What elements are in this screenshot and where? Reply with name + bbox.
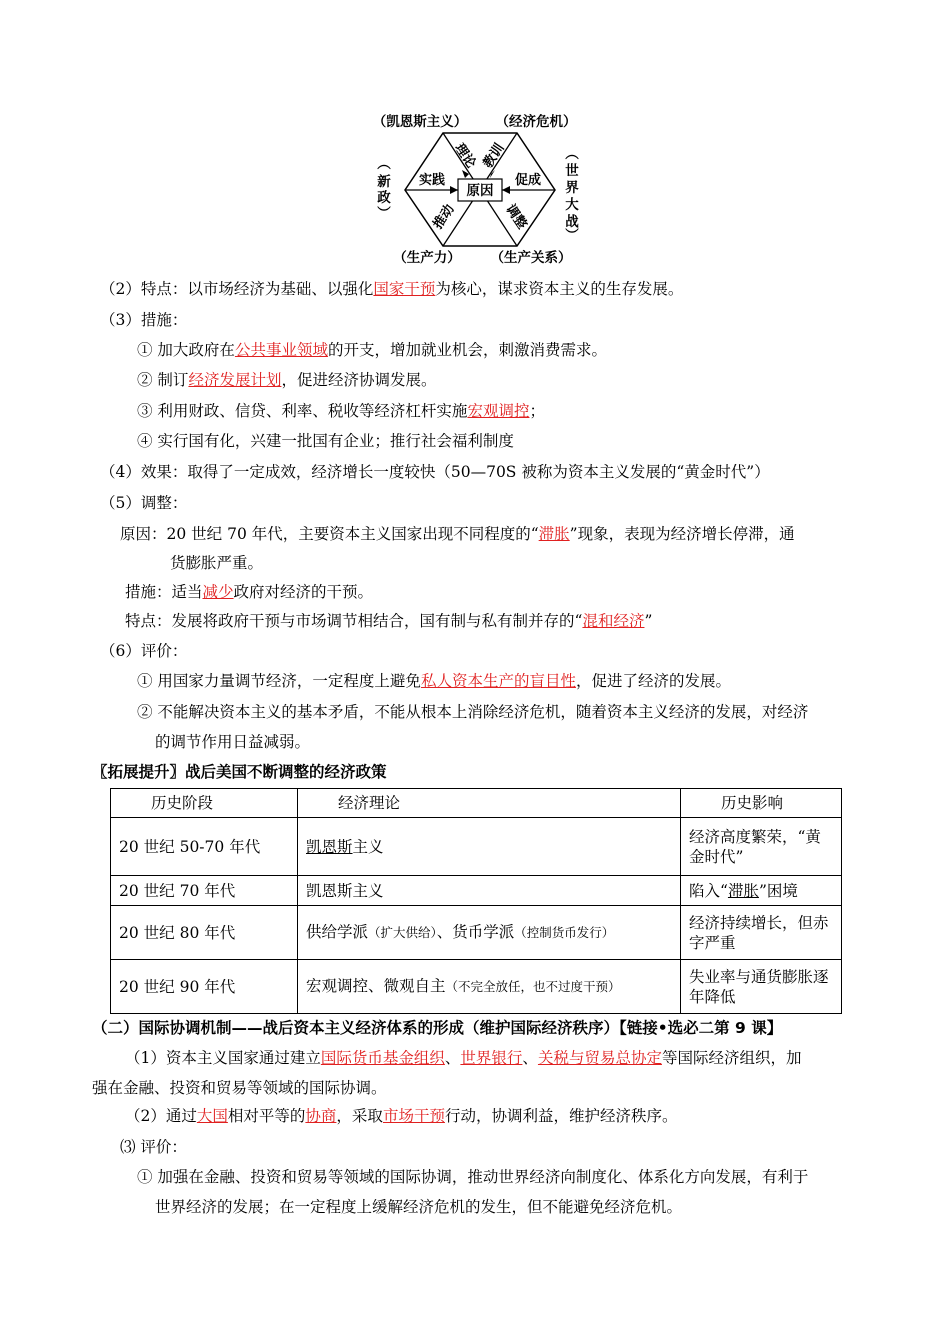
label-bottom-right: （生产关系） [490, 250, 572, 266]
evaluation-2: ② 不能解决资本主义的基本矛盾，不能从根本上消除经济危机，随着资本主义经济的发展，对经济 [137, 703, 809, 721]
table-row: 20 世纪 70 年代 凯恩斯主义 陷入“滞胀”困境 [111, 876, 842, 906]
arrow-adjust-label: 调整 [502, 202, 530, 233]
svg-text:世: 世 [565, 163, 579, 179]
causes-hexagon-diagram [0, 0, 950, 270]
svg-text:大: 大 [565, 197, 579, 213]
arrow-practice-label: 实践 [418, 173, 446, 188]
svg-text:︵: ︵ [377, 156, 391, 172]
evaluation-1: ① 用国家力量调节经济，一定程度上避免私人资本生产的盲目性，促进了经济的发展。 [137, 672, 731, 690]
svg-text:政: 政 [377, 190, 391, 206]
center-label: 原因 [466, 183, 494, 199]
svg-text:战: 战 [565, 214, 579, 230]
table-row: 20 世纪 80 年代 供给学派（扩大供给）、货币学派（控制货币发行） 经济持续增长，但赤字严重 [111, 906, 842, 960]
table-header-row [111, 789, 842, 818]
svg-text:︶: ︶ [377, 206, 391, 222]
table-row: 20 世纪 50-70 年代 凯恩斯主义 经济高度繁荣，“黄金时代” [111, 818, 842, 876]
section-2-title: （二）国际协调机制——战后资本主义经济体系的形成（维护国际经济秩序）【链接•选必二第 9 课】 [92, 1019, 783, 1037]
evaluation-title: （6）评价： [100, 642, 188, 660]
sec2-p1-line2: 强在金融、投资和贸易等领域的国际协调。 [92, 1079, 387, 1097]
measure-4: ④ 实行国有化，兴建一批国有企业；推行社会福利制度 [137, 432, 514, 450]
sec2-p3-line1: ① 加强在金融、投资和贸易等领域的国际协调，推动世界经济向制度化、体系化方向发展，有利于 [137, 1168, 809, 1186]
adjust-title: （5）调整： [100, 494, 188, 512]
sec2-p1: （1）资本主义国家通过建立国际货币基金组织、世界银行、关税与贸易总协定等国际经济组织，加 [125, 1049, 802, 1067]
label-bottom-left: （生产力） [393, 250, 461, 266]
header-stage: 历史阶段 [111, 789, 298, 818]
policy-table [110, 788, 842, 1014]
header-impact: 历史影响 [681, 789, 842, 818]
svg-text:界: 界 [565, 180, 579, 196]
keyword-state-intervention: 国家干预 [373, 280, 436, 298]
adjust-reason-line2: 货膨胀严重。 [170, 554, 264, 572]
label-top-left: （凯恩斯主义） [372, 114, 468, 130]
measures-title: （3）措施： [100, 311, 188, 329]
label-top-right: （经济危机） [495, 114, 577, 130]
svg-text:︶: ︶ [565, 228, 579, 244]
table-row: 20 世纪 90 年代 宏观调控、微观自主（不完全放任，也不过度干预） 失业率与通货膨胀逐年降低 [111, 960, 842, 1014]
adjust-feature: 特点：发展将政府干预与市场调节相结合，国有制与私有制并存的“混和经济” [125, 612, 653, 630]
header-theory: 经济理论 [298, 789, 681, 818]
svg-text:︵: ︵ [565, 146, 579, 162]
evaluation-2-line2: 的调节作用日益减弱。 [155, 733, 311, 751]
expand-title: 〖拓展提升〗战后美国不断调整的经济政策 [92, 763, 387, 781]
measure-1: ① 加大政府在公共事业领域的开支，增加就业机会，刺激消费需求。 [137, 341, 607, 359]
sec2-p2: （2）通过大国相对平等的协商，采取市场干预行动，协调利益，维护经济秩序。 [125, 1107, 678, 1125]
arrow-theory-label: 理论 [451, 141, 479, 172]
adjust-measure: 措施：适当减少政府对经济的干预。 [125, 583, 374, 601]
arrow-push-label: 推动 [430, 202, 458, 233]
feature-line: （2）特点：以市场经济为基础、以强化国家干预为核心，谋求资本主义的生存发展。 [100, 280, 684, 298]
sec2-p3-line2: 世界经济的发展；在一定程度上缓解经济危机的发生，但不能避免经济危机。 [155, 1198, 683, 1216]
measure-3: ③ 利用财政、信贷、利率、税收等经济杠杆实施宏观调控； [137, 402, 545, 420]
svg-text:新: 新 [377, 174, 391, 190]
arrow-lesson-label: 教训 [480, 141, 508, 172]
label-left-vertical [377, 156, 391, 222]
effect-line: （4）效果：取得了一定成效，经济增长一度较快（50—70S 被称为资本主义发展的“黄金时代”） [100, 463, 770, 481]
label-right-vertical [565, 146, 579, 244]
sec2-p3-title: ⑶ 评价： [120, 1138, 187, 1156]
adjust-reason: 原因：20 世纪 70 年代，主要资本主义国家出现不同程度的“滞胀”现象，表现为经济增长停滞，通 [120, 525, 795, 543]
measure-2: ② 制订经济发展计划，促进经济协调发展。 [137, 371, 437, 389]
arrow-promote-label: 促成 [514, 173, 542, 188]
